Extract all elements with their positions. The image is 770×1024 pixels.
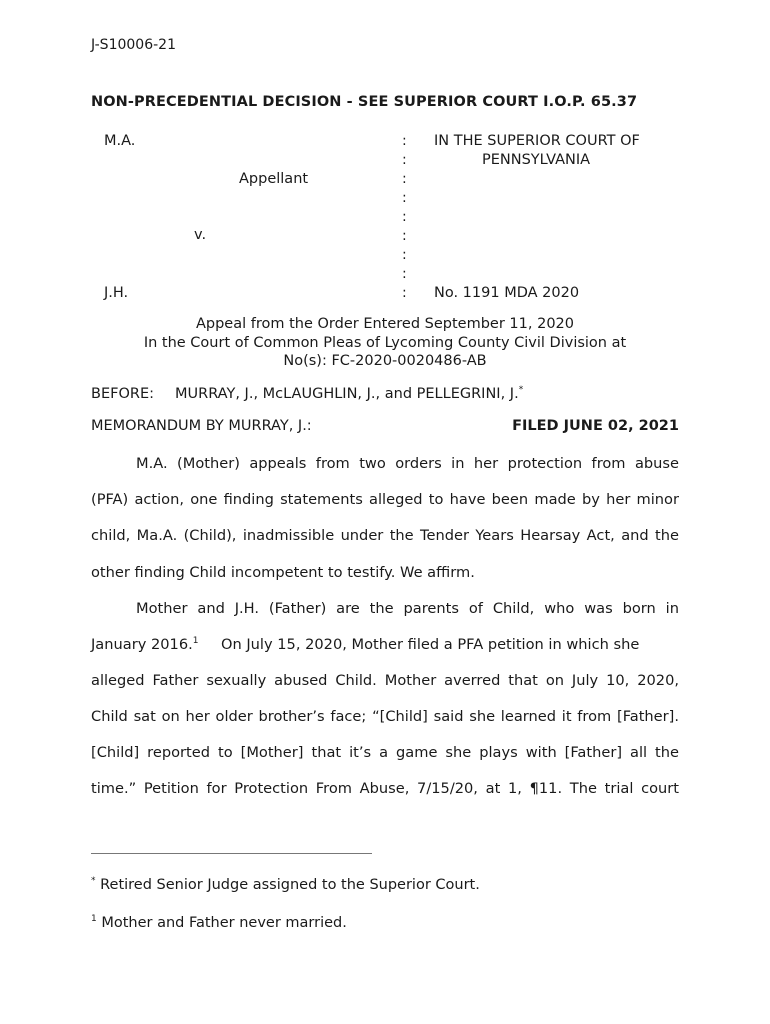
body-line-continued: On July 15, 2020, Mother filed a PFA petition in which she	[221, 636, 640, 653]
caption-colon: :	[402, 190, 407, 206]
docket-number: No. 1191 MDA 2020	[434, 285, 580, 301]
footnote-1	[91, 915, 347, 931]
caption-colon: :	[402, 266, 407, 282]
panel-judges-text: MURRAY, J., McLAUGHLIN, J., and PELLEGRINI, J.	[175, 386, 519, 402]
footnote-judge	[91, 877, 480, 893]
judge-footnote-marker: *	[518, 385, 524, 396]
memorandum-author: MEMORANDUM BY MURRAY, J.:	[91, 418, 312, 434]
body-line: child, Ma.A. (Child), inadmissible under the Tender Years Hearsay Act, and the	[91, 527, 679, 544]
caption-colon: :	[402, 285, 407, 301]
caption-colon: :	[402, 209, 407, 225]
body-line-start: January 2016.	[91, 636, 193, 653]
filed-date: FILED JUNE 02, 2021	[512, 418, 679, 434]
body-line: (PFA) action, one finding statements alleged to have been made by her minor	[91, 491, 679, 508]
caption-colon: :	[402, 247, 407, 263]
document-id: J-S10006-21	[91, 37, 176, 53]
body-line: M.A. (Mother) appeals from two orders in her protection from abuse	[136, 455, 679, 472]
appeal-line1: Appeal from the Order Entered September 11, 2020	[195, 316, 574, 332]
body-line: alleged Father sexually abused Child. Mother averred that on July 10, 2020,	[91, 672, 679, 689]
body-line: Child sat on her older brother’s face; “[Child] said she learned it from [Father].	[91, 708, 679, 725]
body-line: time.” Petition for Protection From Abuse, 7/15/20, at 1, ¶11. The trial court	[91, 780, 679, 797]
court-name-line1: IN THE SUPERIOR COURT OF	[434, 133, 640, 149]
footnote-marker: 1	[91, 914, 97, 925]
appeal-line3: No(s): FC-2020-0020486-AB	[283, 353, 487, 369]
caption-colon: :	[402, 133, 407, 149]
appeal-line2: In the Court of Common Pleas of Lycoming County Civil Division at	[143, 335, 627, 351]
footnote-separator	[91, 853, 372, 854]
footnote-text: Retired Senior Judge assigned to the Superior Court.	[100, 877, 480, 893]
caption-colon: :	[402, 171, 407, 187]
nonprecedential-notice: NON-PRECEDENTIAL DECISION - SEE SUPERIOR COURT I.O.P. 65.37	[91, 94, 638, 110]
appellant-role: Appellant	[239, 171, 309, 187]
appellant-name: M.A.	[104, 133, 136, 149]
footnote-text: Mother and Father never married.	[101, 915, 347, 931]
court-name-line2: PENNSYLVANIA	[482, 152, 591, 168]
caption-colon: :	[402, 152, 407, 168]
body-line: other finding Child incompetent to testify. We affirm.	[91, 564, 475, 581]
panel-judges	[175, 386, 523, 402]
before-label: BEFORE:	[91, 386, 154, 402]
versus: v.	[194, 227, 207, 243]
footnote-marker: *	[91, 876, 96, 887]
caption-colon: :	[402, 228, 407, 244]
body-line: [Child] reported to [Mother] that it’s a game she plays with [Father] all the	[91, 744, 679, 761]
appellee-name: J.H.	[104, 285, 129, 301]
footnote-ref: 1	[192, 636, 199, 647]
body-line: Mother and J.H. (Father) are the parents of Child, who was born in	[136, 600, 679, 617]
